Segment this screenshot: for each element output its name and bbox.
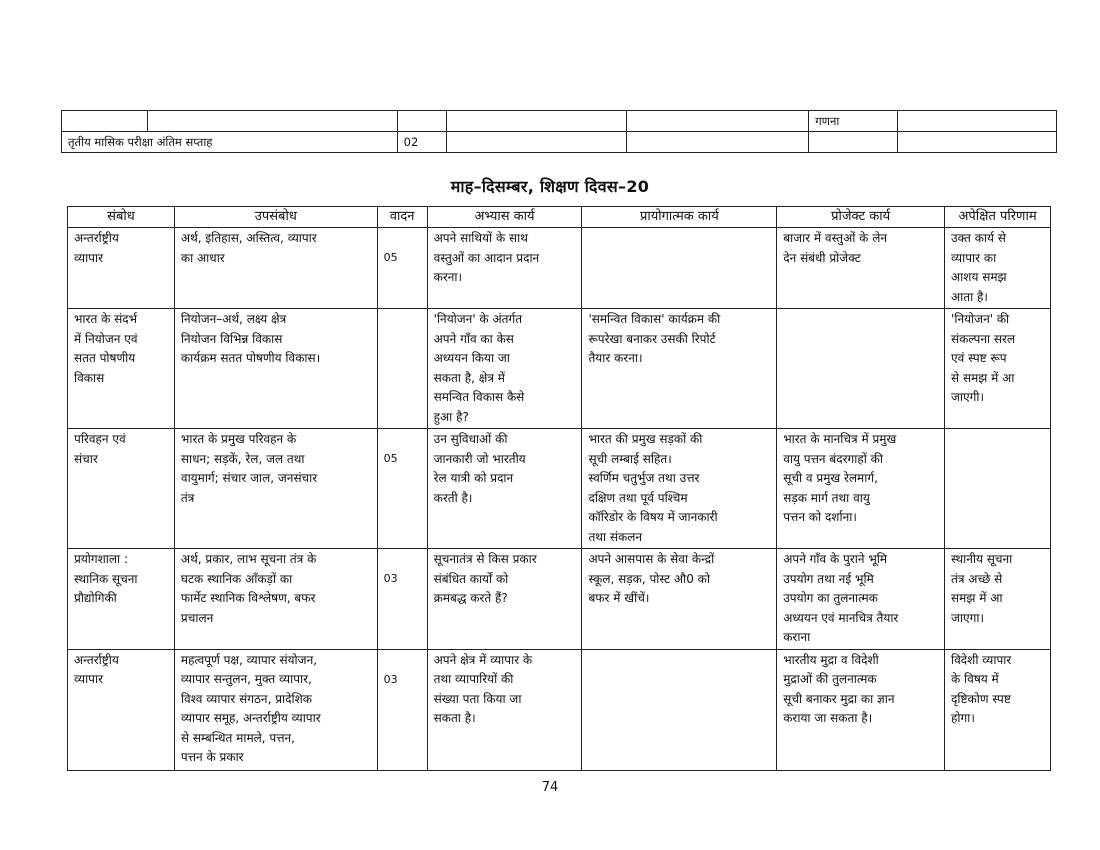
cell-line: प्रौद्योगिकी <box>74 591 117 605</box>
column-header: वादन <box>377 207 427 228</box>
cell-line: तैयार करना। <box>588 351 643 365</box>
cell-line: कॉरिडोर के विषय में जानकारी <box>588 510 718 524</box>
cell-line: व्यापार का <box>951 250 997 265</box>
cell-line: रूपरेखा बनाकर उसकी रिपोर्ट <box>588 331 716 346</box>
cell-line: समन्वित विकास कैसे <box>433 390 525 404</box>
practice-cell <box>427 649 582 770</box>
cell-line: तंत्र <box>180 490 195 505</box>
cell-line: से सम्बन्धित मामले, पत्तन, <box>180 730 295 745</box>
cell-line: नियोजन विभिन्न विकास <box>180 331 283 346</box>
cell-line: नियोजन–अर्थ, लक्ष्य क्षेत्र <box>180 312 287 326</box>
experiment-cell <box>582 549 777 650</box>
cell-line: हुआ है? <box>433 409 469 424</box>
subconcept-cell <box>174 429 377 549</box>
top-cell-exam: तृतीय मासिक परीक्षा अंतिम सप्ताह <box>62 132 398 153</box>
cell-line: तंत्र अच्छे से <box>951 571 1003 586</box>
cell-line: तथा संकलन <box>588 529 643 544</box>
cell-line: व्यापार समूह, अन्तर्राष्ट्रीय व्यापार <box>180 711 321 725</box>
subconcept-cell <box>174 228 377 309</box>
project-cell <box>777 309 945 429</box>
cell-line: रेल यात्री को प्रदान <box>433 471 514 485</box>
cell-line: तथा व्यापारियों की <box>433 672 514 686</box>
cell-line: 'समन्वित विकास' कार्यक्रम की <box>588 312 721 326</box>
cell-line: पत्तन को दर्शाना। <box>783 510 857 524</box>
cell-line: देन संबंधी प्रोजेक्ट <box>783 250 861 265</box>
cell-line: उक्त कार्य से <box>951 231 1006 245</box>
concept-cell <box>68 649 175 770</box>
cell-line: स्कूल, सड़क, पोस्ट औ0 को <box>588 571 710 586</box>
cell-line: विश्व व्यापार संगठन, प्रादेशिक <box>180 691 313 706</box>
cell-line: उन सुविधाओं की <box>433 432 508 446</box>
table-row <box>68 649 1051 770</box>
cell-line: व्यापार <box>74 250 104 265</box>
cell-line: सकता है। <box>433 711 476 725</box>
cell-line: भारतीय मुद्रा व विदेशी <box>783 652 879 667</box>
top-cell-periods: 02 <box>397 132 446 153</box>
cell-line: भारत की प्रमुख सड़कों की <box>588 432 703 446</box>
table-row <box>68 309 1051 429</box>
cell-line: अपने गाँव का केस <box>433 331 514 346</box>
cell-line: विकास <box>74 370 105 385</box>
cell-line: सूचनातंत्र से किस प्रकार <box>433 552 537 566</box>
cell-line: विदेशी व्यापार <box>951 652 1012 667</box>
cell-line: अपने आसपास के सेवा केन्द्रों <box>588 552 715 566</box>
periods-cell: 03 <box>377 649 427 770</box>
cell-line: दक्षिण तथा पूर्व पश्चिम <box>588 490 688 505</box>
cell-line: के विषय में <box>951 672 999 686</box>
cell-line: घटक स्थानिक आँकड़ों का <box>180 571 293 586</box>
page-title: माह–दिसम्बर, शिक्षण दिवस–20 <box>450 177 650 196</box>
cell-line: 'नियोजन' के अंतर्गत <box>433 312 523 326</box>
syllabus-table <box>67 206 1051 771</box>
cell-line: कराया जा सकता है। <box>783 711 873 725</box>
cell-line: जानकारी जो भारतीय <box>433 451 526 466</box>
page-number: 74 <box>541 780 559 795</box>
cell-line: अपने गाँव के पुराने भूमि <box>783 552 888 566</box>
top-table-row <box>62 111 1057 132</box>
cell-line: जाएगा। <box>951 610 985 625</box>
cell-line: सूची बनाकर मुद्रा का ज्ञान <box>783 691 895 706</box>
cell-line: संख्या पता किया जा <box>433 691 522 706</box>
cell-line: जाएगी। <box>951 390 985 404</box>
cell-line: परिवहन एवं <box>74 432 126 446</box>
cell-line: वायुमार्ग; संचार जाल, जनसंचार <box>180 471 318 485</box>
cell-line: कराना <box>783 630 811 644</box>
concept-cell <box>68 549 175 650</box>
experiment-cell <box>582 228 777 309</box>
cell-line: प्रयोगशाला : <box>74 552 129 566</box>
cell-line: में नियोजन एवं <box>74 331 138 346</box>
subconcept-cell <box>174 649 377 770</box>
top-table <box>61 110 1057 153</box>
cell-line: का आधार <box>180 250 225 265</box>
subconcept-cell <box>174 549 377 650</box>
column-header: अभ्यास कार्य <box>427 207 582 228</box>
cell-line: व्यापार सन्तुलन, मुक्त व्यापार, <box>180 672 312 686</box>
cell-line: उपयोग तथा नई भूमि <box>783 571 874 586</box>
column-header: प्रायोगात्मक कार्य <box>582 207 777 228</box>
cell-line: वायु पत्तन बंदरगाहों की <box>783 451 883 466</box>
column-header: अपेक्षित परिणाम <box>945 207 1051 228</box>
cell-line: सकता है, क्षेत्र में <box>433 370 505 385</box>
project-cell <box>777 549 945 650</box>
practice-cell <box>427 309 582 429</box>
cell-line: कार्यक्रम सतत पोषणीय विकास। <box>180 351 321 365</box>
concept-cell <box>68 429 175 549</box>
cell-line: भारत के मानचित्र में प्रमुख <box>783 432 897 446</box>
cell-line: मुद्राओं की तुलनात्मक <box>783 672 877 686</box>
cell-line: महत्वपूर्ण पक्ष, व्यापार संयोजन, <box>180 652 318 667</box>
cell-line: बाजार में वस्तुओं के लेन <box>783 231 887 245</box>
table-row <box>68 228 1051 309</box>
cell-line: वस्तुओं का आदान प्रदान <box>433 250 540 265</box>
cell-line: भारत के संदर्भ <box>74 312 138 326</box>
cell-line: स्वर्णिम चतुर्भुज तथा उत्तर <box>588 471 700 485</box>
cell-line: सतत पोषणीय <box>74 351 136 365</box>
cell-line: करना। <box>433 270 463 284</box>
cell-line: करती है। <box>433 490 473 505</box>
cell-line: 'नियोजन' की <box>951 312 1010 326</box>
periods-cell: 05 <box>377 429 427 549</box>
cell-line: अन्तर्राष्ट्रीय <box>74 231 119 245</box>
cell-line: समझ में आ <box>951 591 1003 605</box>
cell-line: प्रचालन <box>180 610 214 625</box>
cell-line: होगा। <box>951 711 975 725</box>
outcome-cell <box>945 649 1051 770</box>
project-cell <box>777 429 945 549</box>
header-row <box>68 207 1051 228</box>
cell-line: सूची व प्रमुख रेलमार्ग, <box>783 471 878 485</box>
cell-line: से समझ में आ <box>951 370 1015 385</box>
outcome-cell <box>945 549 1051 650</box>
experiment-cell <box>582 429 777 549</box>
outcome-cell <box>945 228 1051 309</box>
cell-line: फार्मेट स्थानिक विश्लेषण, बफर <box>180 591 316 605</box>
periods-cell <box>377 309 427 429</box>
cell-line: स्थानीय सूचना <box>951 552 1013 566</box>
cell-line: संचार <box>74 451 98 466</box>
cell-line: आशय समझ <box>951 270 1007 284</box>
practice-cell <box>427 228 582 309</box>
cell-line: सड़क मार्ग तथा वायु <box>783 490 870 505</box>
cell-line: पत्तन के प्रकार <box>180 750 244 764</box>
top-table-row <box>62 132 1057 153</box>
table-row <box>68 429 1051 549</box>
cell-line: अपने साथियों के साथ <box>433 231 528 245</box>
periods-cell: 03 <box>377 549 427 650</box>
column-header: संबोध <box>68 207 175 228</box>
experiment-cell <box>582 309 777 429</box>
cell-line: दृष्टिकोण स्पष्ट <box>951 691 1011 706</box>
cell-line: अर्थ, प्रकार, लाभ सूचना तंत्र के <box>180 552 317 566</box>
concept-cell <box>68 228 175 309</box>
cell-line: उपयोग का तुलनात्मक <box>783 591 878 605</box>
concept-cell <box>68 309 175 429</box>
cell-line: अपने क्षेत्र में व्यापार के <box>433 652 533 667</box>
cell-line: सूची लम्बाई सहित। <box>588 451 672 466</box>
cell-line: अन्तर्राष्ट्रीय <box>74 652 119 667</box>
cell-line: व्यापार <box>74 672 104 686</box>
cell-line: साधन; सड़कें, रेल, जल तथा <box>180 451 305 466</box>
subconcept-cell <box>174 309 377 429</box>
cell-line: संकल्पना सरल <box>951 331 1016 346</box>
cell-line: अध्ययन किया जा <box>433 351 510 365</box>
cell-line: अर्थ, इतिहास, अस्तित्व, व्यापार <box>180 231 317 245</box>
cell-line: बफर में खींचें। <box>588 591 650 605</box>
experiment-cell <box>582 649 777 770</box>
outcome-cell <box>945 429 1051 549</box>
cell-line: स्थानिक सूचना <box>74 571 138 586</box>
table-body <box>68 228 1051 771</box>
cell-line: क्रमबद्ध करते हैं? <box>433 591 508 605</box>
column-header: प्रोजेक्ट कार्य <box>777 207 945 228</box>
outcome-cell <box>945 309 1051 429</box>
practice-cell <box>427 429 582 549</box>
top-cell-calculation: गणना <box>809 111 898 132</box>
cell-line: आता है। <box>951 289 988 304</box>
table-row <box>68 549 1051 650</box>
periods-cell: 05 <box>377 228 427 309</box>
cell-line: भारत के प्रमुख परिवहन के <box>180 432 297 446</box>
project-cell <box>777 649 945 770</box>
practice-cell <box>427 549 582 650</box>
cell-line: एवं स्पष्ट रूप <box>951 351 1007 365</box>
cell-line: अध्ययन एवं मानचित्र तैयार <box>783 610 899 625</box>
column-header: उपसंबोध <box>174 207 377 228</box>
project-cell <box>777 228 945 309</box>
cell-line: संबंधित कार्यों को <box>433 571 509 586</box>
